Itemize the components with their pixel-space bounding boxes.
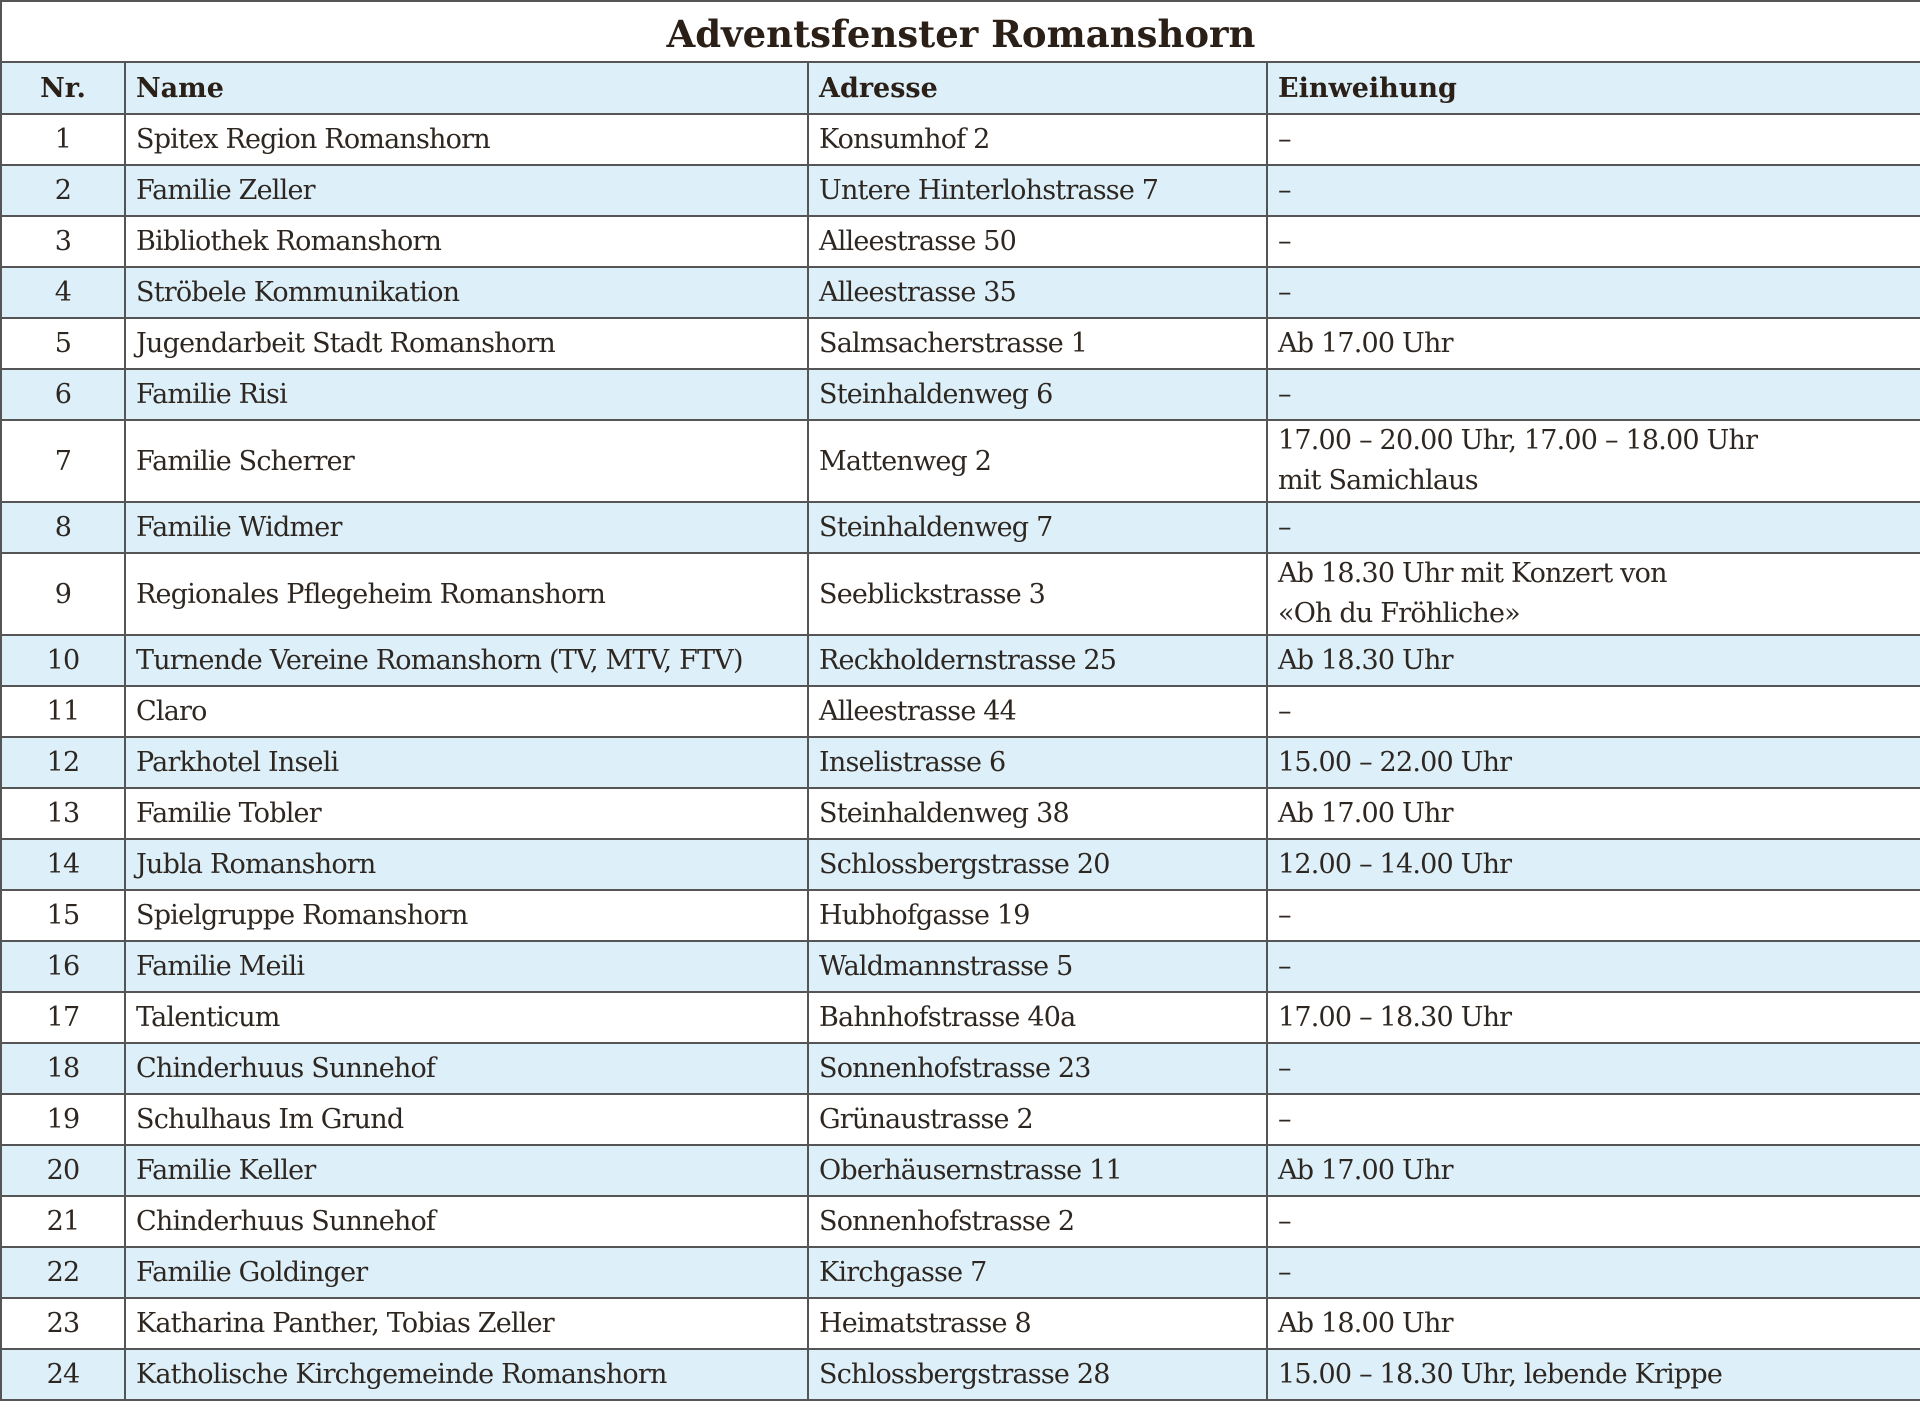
cell-adresse: Grünaustrasse 2 [808, 1094, 1267, 1145]
cell-name: Regionales Pflegeheim Romanshorn [125, 553, 808, 635]
cell-einweihung [1267, 553, 1920, 635]
cell-name: Familie Widmer [125, 502, 808, 553]
table-row [1, 890, 1920, 941]
cell-adresse: Alleestrasse 44 [808, 686, 1267, 737]
cell-name: Ströbele Kommunikation [125, 267, 808, 318]
cell-name: Chinderhuus Sunnehof [125, 1043, 808, 1094]
table-row [1, 686, 1920, 737]
cell-name: Bibliothek Romanshorn [125, 216, 808, 267]
einweihung-line: – [1278, 899, 1291, 931]
table-row [1, 267, 1920, 318]
cell-name: Spielgruppe Romanshorn [125, 890, 808, 941]
table-row [1, 1298, 1920, 1349]
cell-nr: 21 [1, 1196, 125, 1247]
einweihung-line: – [1278, 1256, 1291, 1288]
cell-adresse: Sonnenhofstrasse 2 [808, 1196, 1267, 1247]
cell-nr: 23 [1, 1298, 125, 1349]
cell-adresse: Heimatstrasse 8 [808, 1298, 1267, 1349]
table-row [1, 788, 1920, 839]
cell-adresse: Alleestrasse 50 [808, 216, 1267, 267]
table-row [1, 839, 1920, 890]
table-row [1, 737, 1920, 788]
cell-adresse: Seeblickstrasse 3 [808, 553, 1267, 635]
cell-nr: 1 [1, 114, 125, 165]
table-row [1, 216, 1920, 267]
einweihung-line: – [1278, 123, 1291, 155]
cell-nr: 14 [1, 839, 125, 890]
einweihung-line: 17.00 – 20.00 Uhr, 17.00 – 18.00 Uhr [1278, 425, 1758, 456]
cell-nr: 4 [1, 267, 125, 318]
einweihung-line: – [1278, 378, 1291, 410]
cell-nr: 18 [1, 1043, 125, 1094]
cell-name: Familie Scherrer [125, 420, 808, 502]
einweihung-line: Ab 18.30 Uhr [1278, 644, 1453, 676]
column-header-adresse: Adresse [808, 62, 1267, 114]
column-header-name: Name [125, 62, 808, 114]
cell-adresse: Alleestrasse 35 [808, 267, 1267, 318]
cell-nr: 17 [1, 992, 125, 1043]
cell-name: Familie Tobler [125, 788, 808, 839]
table-row [1, 318, 1920, 369]
cell-name: Katharina Panther, Tobias Zeller [125, 1298, 808, 1349]
table-row [1, 369, 1920, 420]
table-row [1, 553, 1920, 635]
cell-adresse: Oberhäusernstrasse 11 [808, 1145, 1267, 1196]
cell-einweihung [1267, 1298, 1920, 1349]
einweihung-line: – [1278, 511, 1291, 543]
einweihung-line: Ab 18.00 Uhr [1278, 1307, 1453, 1339]
cell-adresse: Sonnenhofstrasse 23 [808, 1043, 1267, 1094]
table-row [1, 502, 1920, 553]
cell-name: Familie Meili [125, 941, 808, 992]
cell-nr: 19 [1, 1094, 125, 1145]
cell-adresse: Hubhofgasse 19 [808, 890, 1267, 941]
table-row [1, 635, 1920, 686]
cell-einweihung [1267, 1145, 1920, 1196]
cell-einweihung [1267, 635, 1920, 686]
cell-adresse: Steinhaldenweg 7 [808, 502, 1267, 553]
einweihung-line: mit Samichlaus [1278, 465, 1478, 496]
cell-nr: 22 [1, 1247, 125, 1298]
cell-name: Katholische Kirchgemeinde Romanshorn [125, 1349, 808, 1400]
einweihung-line: – [1278, 1103, 1291, 1135]
cell-adresse: Steinhaldenweg 6 [808, 369, 1267, 420]
cell-name: Familie Goldinger [125, 1247, 808, 1298]
cell-nr: 16 [1, 941, 125, 992]
einweihung-line: – [1278, 225, 1291, 257]
einweihung-line: 17.00 – 18.30 Uhr [1278, 1001, 1512, 1033]
einweihung-line: Ab 17.00 Uhr [1278, 797, 1453, 829]
table-row [1, 1043, 1920, 1094]
cell-adresse: Steinhaldenweg 38 [808, 788, 1267, 839]
cell-nr: 2 [1, 165, 125, 216]
cell-einweihung [1267, 839, 1920, 890]
einweihung-line: 12.00 – 14.00 Uhr [1278, 848, 1512, 880]
cell-einweihung [1267, 788, 1920, 839]
einweihung-line: 15.00 – 22.00 Uhr [1278, 746, 1512, 778]
cell-name: Jubla Romanshorn [125, 839, 808, 890]
cell-nr: 11 [1, 686, 125, 737]
cell-einweihung [1267, 1043, 1920, 1094]
table-row [1, 165, 1920, 216]
cell-einweihung [1267, 1196, 1920, 1247]
cell-einweihung [1267, 890, 1920, 941]
table-row [1, 1349, 1920, 1400]
cell-adresse: Schlossbergstrasse 28 [808, 1349, 1267, 1400]
cell-einweihung [1267, 114, 1920, 165]
cell-nr: 5 [1, 318, 125, 369]
cell-nr: 8 [1, 502, 125, 553]
cell-einweihung [1267, 1094, 1920, 1145]
cell-name: Familie Risi [125, 369, 808, 420]
table-row [1, 1145, 1920, 1196]
einweihung-line: – [1278, 1052, 1291, 1084]
cell-adresse: Reckholdernstrasse 25 [808, 635, 1267, 686]
cell-adresse: Schlossbergstrasse 20 [808, 839, 1267, 890]
cell-nr: 15 [1, 890, 125, 941]
cell-einweihung [1267, 267, 1920, 318]
cell-adresse: Mattenweg 2 [808, 420, 1267, 502]
einweihung-line: «Oh du Fröhliche» [1278, 598, 1520, 629]
table-row [1, 114, 1920, 165]
table-row [1, 1247, 1920, 1298]
einweihung-line: – [1278, 695, 1291, 727]
cell-einweihung [1267, 1247, 1920, 1298]
cell-einweihung [1267, 941, 1920, 992]
cell-name: Claro [125, 686, 808, 737]
cell-adresse: Bahnhofstrasse 40a [808, 992, 1267, 1043]
einweihung-line: Ab 17.00 Uhr [1278, 1154, 1453, 1186]
cell-nr: 13 [1, 788, 125, 839]
einweihung-line: – [1278, 950, 1291, 982]
cell-name: Schulhaus Im Grund [125, 1094, 808, 1145]
einweihung-line: Ab 17.00 Uhr [1278, 327, 1453, 359]
page-title: Adventsfenster Romanshorn [666, 12, 1256, 56]
cell-nr: 20 [1, 1145, 125, 1196]
table-row [1, 992, 1920, 1043]
cell-nr: 12 [1, 737, 125, 788]
cell-name: Spitex Region Romanshorn [125, 114, 808, 165]
cell-einweihung [1267, 1349, 1920, 1400]
cell-einweihung [1267, 165, 1920, 216]
cell-einweihung [1267, 318, 1920, 369]
cell-adresse: Konsumhof 2 [808, 114, 1267, 165]
cell-name: Jugendarbeit Stadt Romanshorn [125, 318, 808, 369]
cell-nr: 24 [1, 1349, 125, 1400]
advent-windows-table [0, 61, 1920, 1401]
column-header-einweihung: Einweihung [1267, 62, 1920, 114]
cell-einweihung [1267, 216, 1920, 267]
cell-nr: 7 [1, 420, 125, 502]
cell-adresse: Salmsacherstrasse 1 [808, 318, 1267, 369]
table-row [1, 420, 1920, 502]
table-row [1, 1196, 1920, 1247]
cell-name: Familie Zeller [125, 165, 808, 216]
cell-adresse: Kirchgasse 7 [808, 1247, 1267, 1298]
cell-einweihung [1267, 420, 1920, 502]
cell-nr: 6 [1, 369, 125, 420]
cell-name: Chinderhuus Sunnehof [125, 1196, 808, 1247]
cell-nr: 3 [1, 216, 125, 267]
einweihung-line: 15.00 – 18.30 Uhr, lebende Krippe [1278, 1358, 1723, 1390]
einweihung-line: – [1278, 276, 1291, 308]
cell-name: Familie Keller [125, 1145, 808, 1196]
cell-einweihung [1267, 737, 1920, 788]
cell-nr: 9 [1, 553, 125, 635]
cell-nr: 10 [1, 635, 125, 686]
cell-einweihung [1267, 369, 1920, 420]
cell-name: Talenticum [125, 992, 808, 1043]
cell-adresse: Inselistrasse 6 [808, 737, 1267, 788]
table-header-row [1, 62, 1920, 114]
table-row [1, 941, 1920, 992]
column-header-nr: Nr. [1, 62, 125, 114]
title-bar [0, 0, 1920, 62]
cell-adresse: Waldmannstrasse 5 [808, 941, 1267, 992]
table-body [1, 114, 1920, 1400]
table-row [1, 1094, 1920, 1145]
einweihung-line: – [1278, 1205, 1291, 1237]
cell-einweihung [1267, 686, 1920, 737]
cell-adresse: Untere Hinterlohstrasse 7 [808, 165, 1267, 216]
cell-einweihung [1267, 992, 1920, 1043]
einweihung-line: Ab 18.30 Uhr mit Konzert von [1278, 558, 1667, 589]
cell-name: Turnende Vereine Romanshorn (TV, MTV, FTV) [125, 635, 808, 686]
cell-name: Parkhotel Inseli [125, 737, 808, 788]
einweihung-line: – [1278, 174, 1291, 206]
cell-einweihung [1267, 502, 1920, 553]
